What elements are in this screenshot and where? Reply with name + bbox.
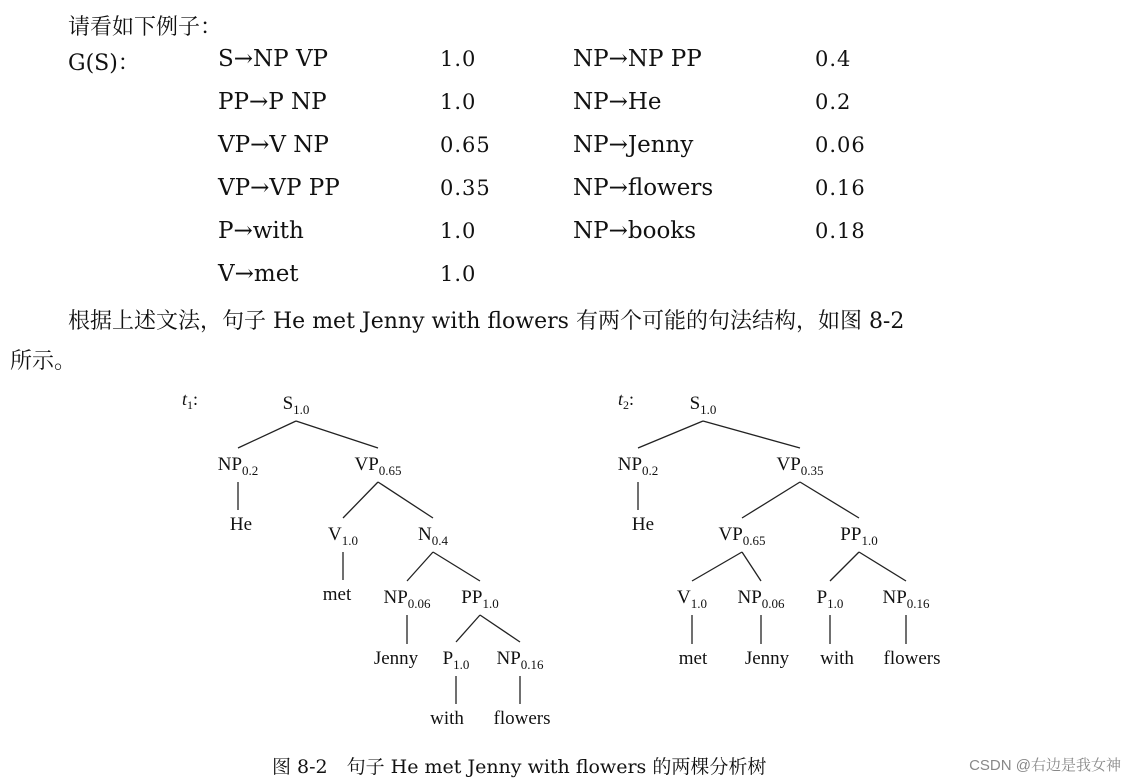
tree1-node-np3: $NP_{0.16}$ — [496, 648, 544, 672]
tree-edge — [343, 482, 378, 518]
tree-edge — [238, 421, 296, 448]
tree2-node-vp: $VP_{0.35}$ — [776, 454, 824, 478]
tree-edge — [859, 552, 906, 581]
tree2-node-met: met — [678, 648, 708, 669]
tree-edge — [830, 552, 859, 581]
grammar-rule: NP→He — [573, 89, 662, 115]
tree2-node-jenny: Jenny — [744, 648, 790, 669]
tree2-node-np1: $NP_{0.2}$ — [617, 454, 659, 478]
tree2-node-p: $P_{1.0}$ — [816, 587, 844, 611]
tree1-label: $t_1$: — [182, 389, 199, 412]
rule-probability: 0.18 — [815, 219, 866, 243]
rule-probability: 0.06 — [815, 133, 866, 157]
tree-edge — [703, 421, 800, 448]
grammar-label: G(S)： — [68, 51, 140, 76]
tree-edge — [456, 615, 480, 642]
grammar-rule: S→NP VP — [218, 46, 329, 72]
tree2-node-np3: $NP_{0.16}$ — [882, 587, 930, 611]
tree-edge — [433, 552, 480, 581]
tree2-node-with: with — [820, 648, 854, 669]
tree-edge — [296, 421, 378, 448]
tree1-node-n: $N_{0.4}$ — [418, 524, 448, 548]
tree1-node-p: $P_{1.0}$ — [442, 648, 470, 672]
tree-edge — [692, 552, 742, 581]
tree1-node-s: $S_{1.0}$ — [282, 393, 310, 417]
watermark: CSDN @右边是我女神 — [969, 757, 1121, 774]
rule-probability: 0.2 — [815, 90, 852, 114]
tree-edge — [480, 615, 520, 642]
paragraph-line-2: 所示。 — [10, 349, 77, 374]
tree1-node-jenny: Jenny — [373, 648, 419, 669]
figure-caption: 图 8-2 句子 He met Jenny with flowers 的两棵分析树 — [272, 756, 767, 778]
grammar-rule: NP→flowers — [573, 175, 714, 201]
tree2-node-v: $V_{1.0}$ — [677, 587, 707, 611]
rule-probability: 0.4 — [815, 47, 852, 71]
rule-probability: 1.0 — [440, 219, 477, 243]
rule-probability: 0.65 — [440, 133, 491, 157]
tree1-node-flowers: flowers — [493, 708, 551, 729]
tree1-node-vp: $VP_{0.65}$ — [354, 454, 402, 478]
tree-edge — [742, 552, 761, 581]
grammar-rule: V→met — [218, 261, 299, 287]
paragraph-line-1: 根据上述文法，句子 He met Jenny with flowers 有两个可能的句法结构，如图 8-2 — [68, 309, 905, 334]
tree2-label: $t_2$: — [618, 389, 635, 412]
tree2-node-he: He — [631, 514, 655, 535]
rule-probability: 1.0 — [440, 47, 477, 71]
grammar-rule: VP→VP PP — [218, 175, 340, 201]
tree1-node-pp: $PP_{1.0}$ — [461, 587, 499, 611]
tree2-node-flowers: flowers — [883, 648, 941, 669]
tree1-node-with: with — [430, 708, 464, 729]
grammar-rule: P→with — [218, 218, 304, 244]
grammar-rule: VP→V NP — [218, 132, 329, 158]
tree-edge — [638, 421, 703, 448]
grammar-rule: NP→NP PP — [573, 46, 702, 72]
grammar-rule: PP→P NP — [218, 89, 327, 115]
tree2-node-pp: $PP_{1.0}$ — [840, 524, 878, 548]
rule-probability: 1.0 — [440, 90, 477, 114]
tree1-node-np2: $NP_{0.06}$ — [383, 587, 431, 611]
rule-probability: 0.16 — [815, 176, 866, 200]
tree-edge — [407, 552, 433, 581]
rule-probability: 1.0 — [440, 262, 477, 286]
tree-edge — [378, 482, 433, 518]
tree2-node-s: $S_{1.0}$ — [689, 393, 717, 417]
intro-text: 请看如下例子： — [68, 15, 223, 40]
tree1-node-he: He — [229, 514, 253, 535]
tree1-node-v: $V_{1.0}$ — [328, 524, 358, 548]
tree2-node-vp2: $VP_{0.65}$ — [718, 524, 766, 548]
rule-probability: 0.35 — [440, 176, 491, 200]
tree-edge — [800, 482, 859, 518]
grammar-rule: NP→books — [573, 218, 697, 244]
tree1-node-np1: $NP_{0.2}$ — [217, 454, 259, 478]
grammar-rule: NP→Jenny — [573, 132, 694, 158]
tree-edge — [742, 482, 800, 518]
tree1-node-met: met — [322, 584, 352, 605]
tree2-node-np2: $NP_{0.06}$ — [737, 587, 785, 611]
